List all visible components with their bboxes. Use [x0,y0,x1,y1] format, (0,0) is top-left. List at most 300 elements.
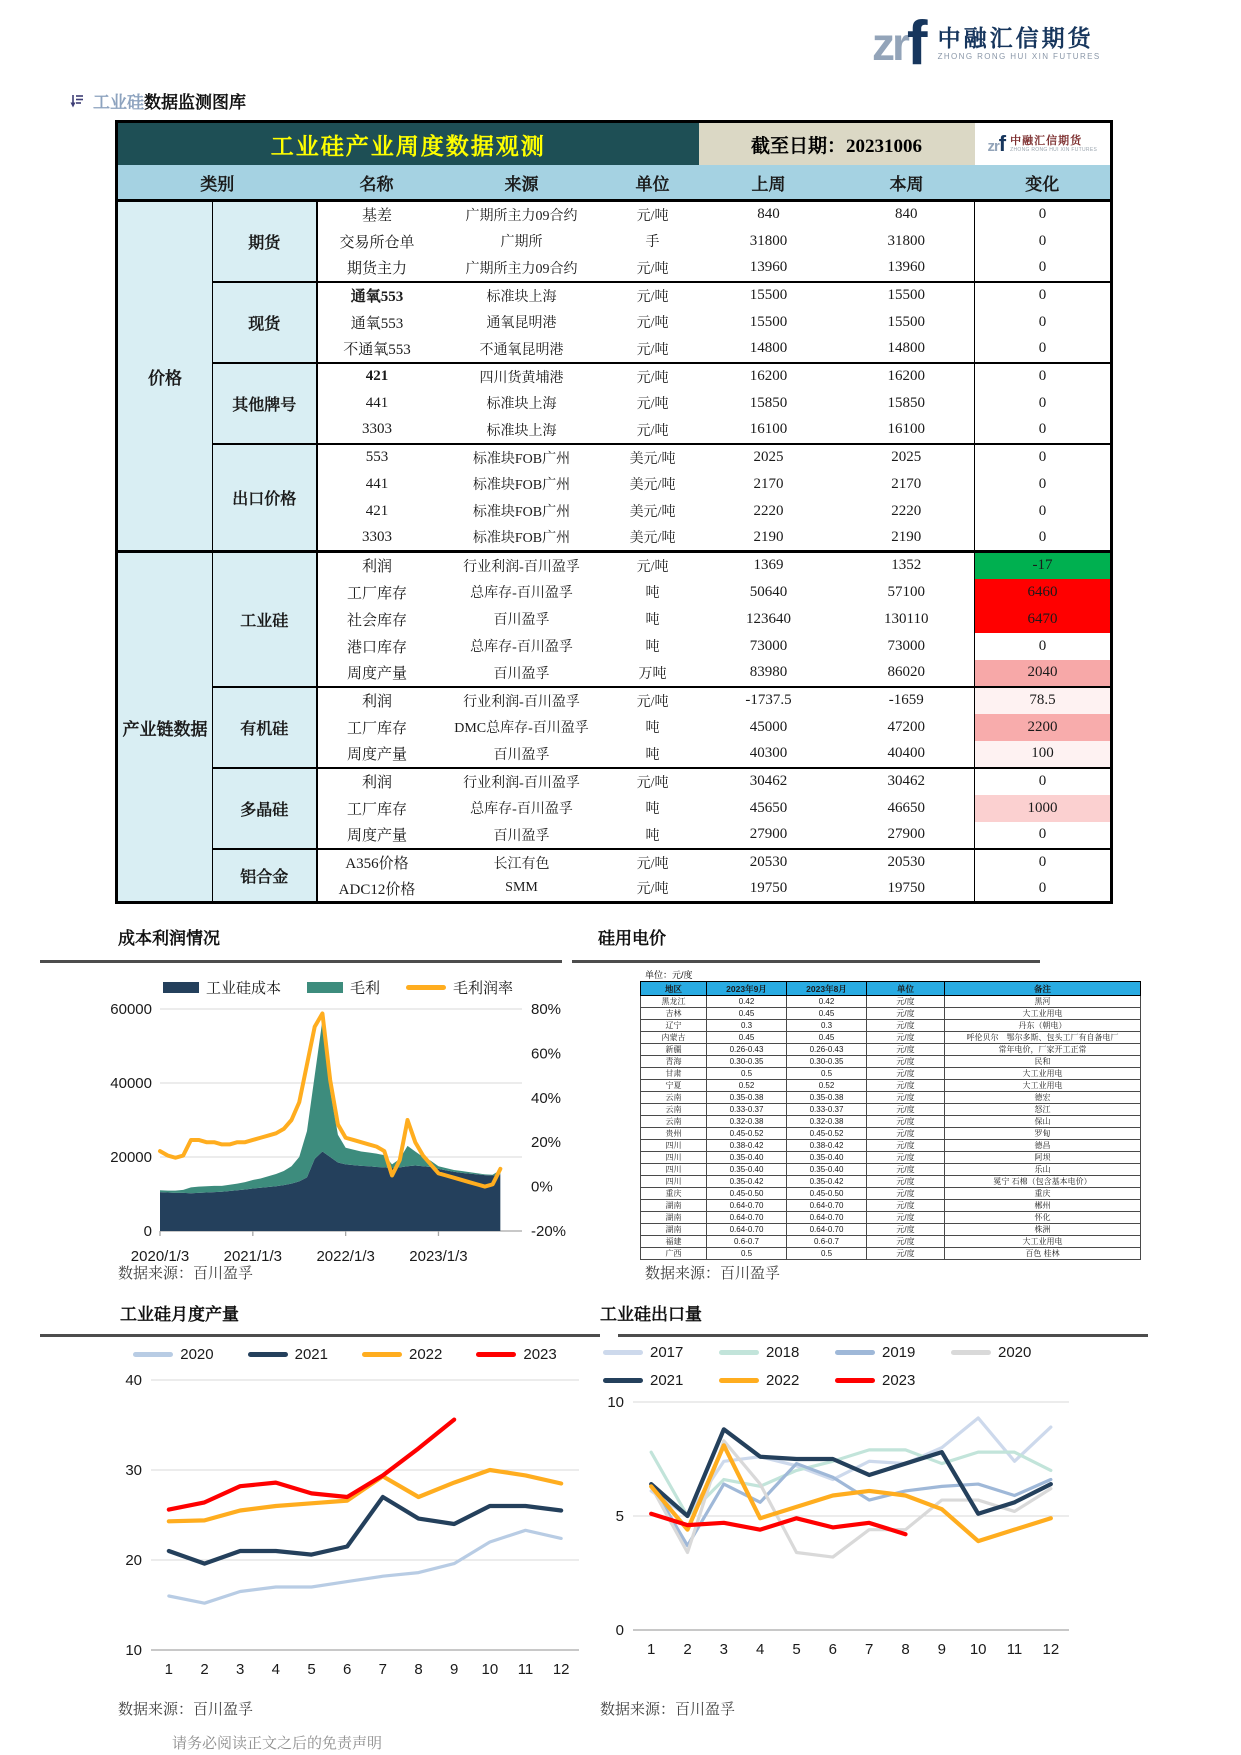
elec-row [641,1152,1141,1164]
elec-cell: 德昌 [945,1140,1141,1152]
legend-label: 2021 [650,1371,684,1389]
elec-col-sep: 2023年9月 [707,982,787,996]
category-cell: 产业链数据 [117,552,213,903]
page-title: 数据监测图库 [144,93,246,112]
elec-cell: 民和 [945,1056,1141,1068]
cell-change: 0 [975,282,1112,309]
export-title: 工业硅出口量 [600,1305,702,1324]
cell-source: 四川货黄埔港 [437,363,607,390]
elec-cell: 湖南 [641,1212,707,1224]
monthly-production-plot [95,1366,595,1701]
elec-unit-label: 单位：元/度 [645,970,693,980]
svg-text:8: 8 [414,1661,423,1678]
elec-col-aug: 2023年8月 [787,982,867,996]
weekly-table-body [117,122,1112,903]
cell-name: 周度产量 [346,666,407,682]
elec-cell: 元/度 [867,1104,945,1116]
cell-unit: 元/吨 [636,423,669,439]
cell-change: -17 [975,552,1112,579]
elec-cell: 黑龙江 [641,996,707,1008]
cell-change: 0 [975,417,1112,444]
elec-cell: 0.42 [787,996,867,1008]
cell-source: 不通氧昆明港 [479,342,564,358]
elec-header-row [641,982,1141,996]
cell-name: 工厂库存 [346,801,407,818]
cell-change: 0 [975,876,1112,903]
cell-thisweek: 47200 [887,718,926,735]
cell-change: 2200 [975,714,1112,741]
cell-lastweek: -1737.5 [699,687,839,714]
elec-cell: 0.45-0.50 [787,1188,867,1200]
elec-col-remark: 备注 [945,982,1141,996]
legend-label: 2022 [766,1371,800,1389]
elec-source: 数据来源：百川盈孚 [645,1265,781,1282]
elec-cell: 元/度 [867,1140,945,1152]
elec-cell: 大工业用电 [945,1068,1141,1080]
cell-lastweek: 2220 [753,502,784,519]
cell-thisweek: 20530 [839,849,975,876]
elec-cell: 0.64-0.70 [787,1212,867,1224]
cell-unit: 吨 [645,721,660,736]
elec-cell: 0.45-0.52 [787,1128,867,1140]
cell-unit: 吨 [645,828,660,844]
elec-cell: 元/度 [867,1020,945,1032]
elec-row [641,1092,1141,1104]
cell-lastweek: 16200 [699,363,839,390]
export-chart [585,1342,1085,1681]
cell-unit: 万吨 [638,666,667,682]
legend-item [133,1346,213,1363]
table-title: 工业硅产业周度数据观测 [117,122,699,166]
elec-cell: 大工业用电 [945,1236,1141,1248]
svg-text:12: 12 [1042,1641,1060,1658]
legend-item [248,1346,328,1363]
table-row [117,444,1112,471]
table-mini-logo [975,122,1112,166]
legend-swatch [719,1378,759,1383]
elec-cell: 0.5 [707,1248,787,1260]
cell-thisweek: 40400 [887,745,926,761]
subcategory-cell: 其他牌号 [213,363,317,444]
elec-row [641,1248,1141,1260]
svg-text:10: 10 [481,1661,499,1678]
cell-name: 期货主力 [346,261,407,277]
cell-name: 周度产量 [346,828,407,844]
cell-thisweek: 14800 [887,340,926,356]
export-source: 数据来源：百川盈孚 [600,1701,736,1718]
cell-source: SMM [505,880,538,896]
brand-name-cn: 中融汇信期货 [937,25,1094,51]
cell-lastweek: 14800 [749,340,788,356]
cell-unit: 元/吨 [636,882,669,898]
elec-cell: 内蒙古 [641,1032,707,1044]
elec-price-title: 硅用电价 [598,929,666,948]
cell-name: 交易所仓单 [339,234,415,251]
cell-unit: 美元/吨 [629,478,676,493]
elec-cell: 0.45 [707,1032,787,1044]
svg-text:9: 9 [937,1641,947,1658]
cell-name: 社会库存 [346,612,407,629]
legend-label: 毛利润率 [453,979,514,997]
elec-row [641,1212,1141,1224]
cell-lastweek: 31800 [749,232,788,249]
svg-text:2: 2 [200,1661,209,1678]
elec-cell: 新疆 [641,1044,707,1056]
elec-cell: 元/度 [867,1224,945,1236]
elec-cell: 0.38-0.42 [707,1140,787,1152]
cell-change: 0 [975,471,1112,498]
elec-cell: 0.64-0.70 [787,1224,867,1236]
cell-thisweek: 27900 [887,826,926,842]
subcategory-cell: 多晶硅 [213,768,317,849]
col-header-source: 来源 [437,165,607,201]
cell-name: 3303 [362,528,392,545]
svg-text:10: 10 [125,1642,142,1659]
export-plot [585,1390,1085,1681]
brand-logo-zr: zr [872,18,907,70]
monthly_production-svg [95,1366,595,1696]
legend-label: 工业硅成本 [205,979,281,997]
elec-cell: 0.35-0.40 [707,1152,787,1164]
legend-swatch [835,1378,875,1383]
elec-row [641,1008,1141,1020]
cell-name: 工厂库存 [346,585,407,602]
elec-cell: 罗甸 [945,1128,1141,1140]
cell-thisweek: 1352 [839,552,975,579]
elec-cell: 0.30-0.35 [787,1056,867,1068]
elec-cell: 元/度 [867,1188,945,1200]
subcategory-cell: 出口价格 [213,444,317,552]
cell-lastweek: 20530 [699,849,839,876]
divider-left-top [40,960,562,963]
elec-cell: 湖南 [641,1224,707,1236]
cell-lastweek: 2170 [753,475,784,492]
cell-source: 通氧昆明港 [486,316,557,331]
cell-unit: 元/吨 [636,316,669,331]
svg-text:80%: 80% [531,1001,562,1018]
cell-name: 441 [365,475,389,492]
cell-change: 0 [975,525,1112,552]
cost-profit-chart [98,975,578,1276]
cost-profit-source: 数据来源：百川盈孚 [118,1265,254,1282]
cell-name: 421 [365,502,389,519]
cell-unit: 美元/吨 [607,444,699,471]
legend-swatch [406,985,446,990]
cell-unit: 元/吨 [636,397,669,412]
svg-text:3: 3 [235,1661,245,1678]
elec-cell: 元/度 [867,1068,945,1080]
cell-change: 78.5 [975,687,1112,714]
cell-change: 0 [975,633,1112,660]
monthly-production-chart [95,1342,595,1701]
cell-source: 标准块FOB广州 [437,444,607,471]
elec-row [641,1068,1141,1080]
svg-text:0%: 0% [531,1178,553,1196]
svg-text:11: 11 [1006,1641,1023,1658]
elec-cell: 0.6-0.7 [707,1236,787,1248]
export-legend [585,1342,1085,1390]
legend-swatch [248,1352,288,1357]
legend-label: 2018 [766,1343,800,1361]
cell-source: 标准块FOB广州 [472,531,571,547]
elec-cell: 0.64-0.70 [707,1212,787,1224]
elec-row [641,1104,1141,1116]
elec-cell: 0.35-0.38 [707,1092,787,1104]
elec-cell: 0.45 [707,1008,787,1020]
legend-swatch [307,982,343,993]
table-row [117,201,1112,228]
cell-thisweek: 57100 [887,583,926,600]
divider-left-bottom [40,1334,600,1337]
cell-change: 0 [975,390,1112,417]
elec-price-table [640,981,1141,1260]
svg-text:6: 6 [828,1641,838,1658]
cell-source: 总库存-百川盈孚 [470,802,573,817]
elec-cell: 元/度 [867,1092,945,1104]
legend-label: 2021 [294,1345,328,1363]
elec-cell: 元/度 [867,1164,945,1176]
elec-cell: 大工业用电 [945,1080,1141,1092]
cell-lastweek: 2190 [753,528,784,545]
cell-lastweek: 83980 [749,664,788,680]
elec-cell: 德宏 [945,1092,1141,1104]
cell-thisweek: -1659 [839,687,975,714]
svg-text:60000: 60000 [110,1001,152,1018]
col-header-thisweek: 本周 [839,165,975,201]
cell-source: 广期所 [500,235,543,250]
elec-cell: 湖南 [641,1200,707,1212]
legend-item [476,1346,556,1363]
col-header-unit: 单位 [607,165,699,201]
svg-text:-20%: -20% [531,1223,567,1240]
table-row [117,687,1112,714]
elec-cell: 元/度 [867,1080,945,1092]
cell-lastweek: 15500 [749,313,788,330]
legend-swatch [835,1350,875,1355]
elec-cell: 0.64-0.70 [787,1200,867,1212]
elec-cell: 株洲 [945,1224,1141,1236]
cell-name: 工厂库存 [346,720,407,737]
cell-change: 0 [975,363,1112,390]
category-cell: 价格 [117,201,213,552]
cell-unit: 吨 [645,640,660,655]
cell-thisweek: 19750 [887,879,926,896]
cell-thisweek: 2220 [891,502,922,519]
elec-cell: 0.3 [707,1020,787,1032]
cell-source: 行业利润-百川盈孚 [437,687,607,714]
cell-unit: 吨 [645,613,660,628]
cell-unit: 元/吨 [607,282,699,309]
cell-change: 0 [975,309,1112,336]
cell-thisweek: 2025 [839,444,975,471]
elec-cell: 0.42 [707,996,787,1008]
elec-cell: 元/度 [867,1008,945,1020]
elec-cell: 宁夏 [641,1080,707,1092]
elec-row [641,1032,1141,1044]
cell-thisweek: 16100 [887,421,926,437]
legend-label: 2023 [523,1345,557,1363]
svg-text:0: 0 [143,1223,152,1240]
elec-cell: 郴州 [945,1200,1141,1212]
legend-label: 2017 [650,1343,684,1361]
cell-thisweek: 15500 [839,282,975,309]
svg-text:9: 9 [449,1661,459,1678]
cell-name: 421 [317,363,437,390]
monthly-production-legend [95,1342,595,1366]
brand-name-en: ZHONG RONG HUI XIN FUTURES [937,52,1101,61]
cell-name: 通氧553 [317,282,437,309]
elec-cell: 0.52 [707,1080,787,1092]
cell-lastweek: 123640 [746,610,792,627]
svg-text:4: 4 [271,1661,281,1678]
elec-cell: 乐山 [945,1164,1141,1176]
svg-text:6: 6 [342,1661,352,1678]
elec-cell: 0.33-0.37 [787,1104,867,1116]
svg-text:20%: 20% [531,1134,562,1152]
cell-change: 0 [975,498,1112,525]
cell-change: 0 [975,201,1112,228]
cell-thisweek: 73000 [887,637,926,654]
svg-text:30: 30 [125,1462,142,1479]
cell-source: 标准块FOB广州 [472,478,571,493]
elec-cell: 0.35-0.42 [787,1176,867,1188]
elec-cell: 云南 [641,1116,707,1128]
cell-thisweek: 16200 [839,363,975,390]
cell-source: 标准块上海 [486,423,557,439]
cell-thisweek: 15850 [887,394,926,411]
svg-text:40%: 40% [531,1089,562,1107]
cell-source: 总库存-百川盈孚 [470,640,573,655]
elec-row [641,1128,1141,1140]
elec-row [641,1140,1141,1152]
elec-row [641,1056,1141,1068]
svg-text:1: 1 [646,1641,656,1658]
elec-cell: 0.52 [787,1080,867,1092]
cell-source: 标准块FOB广州 [472,505,571,520]
elec-row [641,1236,1141,1248]
legend-swatch [476,1352,516,1357]
cell-thisweek: 31800 [887,232,926,249]
legend-item [951,1342,1067,1362]
elec-row [641,1200,1141,1212]
cell-lastweek: 50640 [749,583,788,600]
table-row [117,363,1112,390]
svg-text:10: 10 [969,1641,987,1658]
elec-cell: 元/度 [867,996,945,1008]
cell-lastweek: 45650 [749,799,788,816]
cell-lastweek: 45000 [749,718,788,735]
legend-label: 毛利 [349,979,380,997]
legend-swatch [951,1350,991,1355]
legend-item [163,977,281,998]
mini-logo-sub: ZHONG RONG HUI XIN FUTURES [1010,147,1098,153]
page-title-highlight: 工业硅 [93,93,144,112]
elec-cell: 云南 [641,1092,707,1104]
cell-unit: 元/吨 [607,552,699,579]
svg-text:60%: 60% [531,1045,562,1063]
elec-cell: 0.3 [787,1020,867,1032]
cell-source: 百川盈孚 [493,613,550,628]
legend-item [719,1370,835,1390]
cell-source: 百川盈孚 [493,828,550,844]
brand-logo [872,9,1101,78]
elec-cell: 青海 [641,1056,707,1068]
elec-cell: 0.38-0.42 [787,1140,867,1152]
svg-text:10: 10 [607,1394,624,1411]
elec-cell: 元/度 [867,1212,945,1224]
elec-cell: 0.45-0.52 [707,1128,787,1140]
cell-name: ADC12价格 [338,881,416,898]
svg-text:40: 40 [125,1372,142,1389]
cell-change: 0 [975,255,1112,282]
svg-text:2022/1/3: 2022/1/3 [316,1248,375,1265]
elec-cell: 0.30-0.35 [707,1056,787,1068]
mini-logo-f: f [998,131,1007,156]
cell-unit: 元/吨 [607,363,699,390]
cell-lastweek: 27900 [749,826,788,842]
legend-item [835,1342,951,1362]
legend-label: 2020 [180,1345,214,1363]
col-header-lastweek: 上周 [699,165,839,201]
cell-lastweek: 19750 [749,879,788,896]
cell-source: 百川盈孚 [493,666,550,682]
cost-profit-title: 成本利润情况 [118,929,220,948]
elec-row [641,1188,1141,1200]
cost-profit-plot [98,999,578,1276]
cell-unit: 元/吨 [607,687,699,714]
cell-lastweek: 15850 [749,394,788,411]
cell-unit: 吨 [645,586,660,601]
elec-cell: 0.64-0.70 [707,1200,787,1212]
svg-text:3: 3 [719,1641,729,1658]
cell-unit: 元/吨 [636,342,669,358]
cell-unit: 元/吨 [607,768,699,795]
svg-text:5: 5 [615,1508,624,1525]
cell-source: DMC总库存-百川盈孚 [454,721,589,736]
svg-text:0: 0 [615,1622,624,1639]
elec-cell: 0.26-0.43 [787,1044,867,1056]
elec-cell: 0.32-0.38 [707,1116,787,1128]
disclaimer: 请务必阅读正文之后的免责声明 [172,1735,383,1752]
elec-cell: 0.5 [787,1248,867,1260]
cell-name: 通氧553 [350,315,404,332]
cell-thisweek: 2170 [891,475,922,492]
cell-name: 3303 [362,421,392,437]
legend-item [406,977,513,998]
cell-change: 0 [975,849,1112,876]
elec-cell: 四川 [641,1152,707,1164]
elec-cell: 0.45 [787,1032,867,1044]
elec-row [641,996,1141,1008]
cost-profit-legend [98,975,578,999]
legend-item [603,1342,719,1362]
cell-thisweek: 15500 [887,313,926,330]
elec-cell: 元/度 [867,1032,945,1044]
cell-name: 利润 [317,768,437,795]
cell-change: 2040 [975,660,1112,687]
elec-cell: 丹东（朝电） [945,1020,1141,1032]
elec-cell: 常年电价，厂家开工正常 [945,1044,1141,1056]
elec-cell: 甘肃 [641,1068,707,1080]
cell-name: 利润 [317,552,437,579]
svg-text:20: 20 [125,1552,142,1569]
svg-text:20000: 20000 [110,1149,152,1166]
svg-text:2021/1/3: 2021/1/3 [223,1248,283,1265]
cell-lastweek: 13960 [749,259,788,275]
elec-cell: 元/度 [867,1200,945,1212]
cell-thisweek: 86020 [887,664,926,680]
cell-change: 100 [975,741,1112,768]
